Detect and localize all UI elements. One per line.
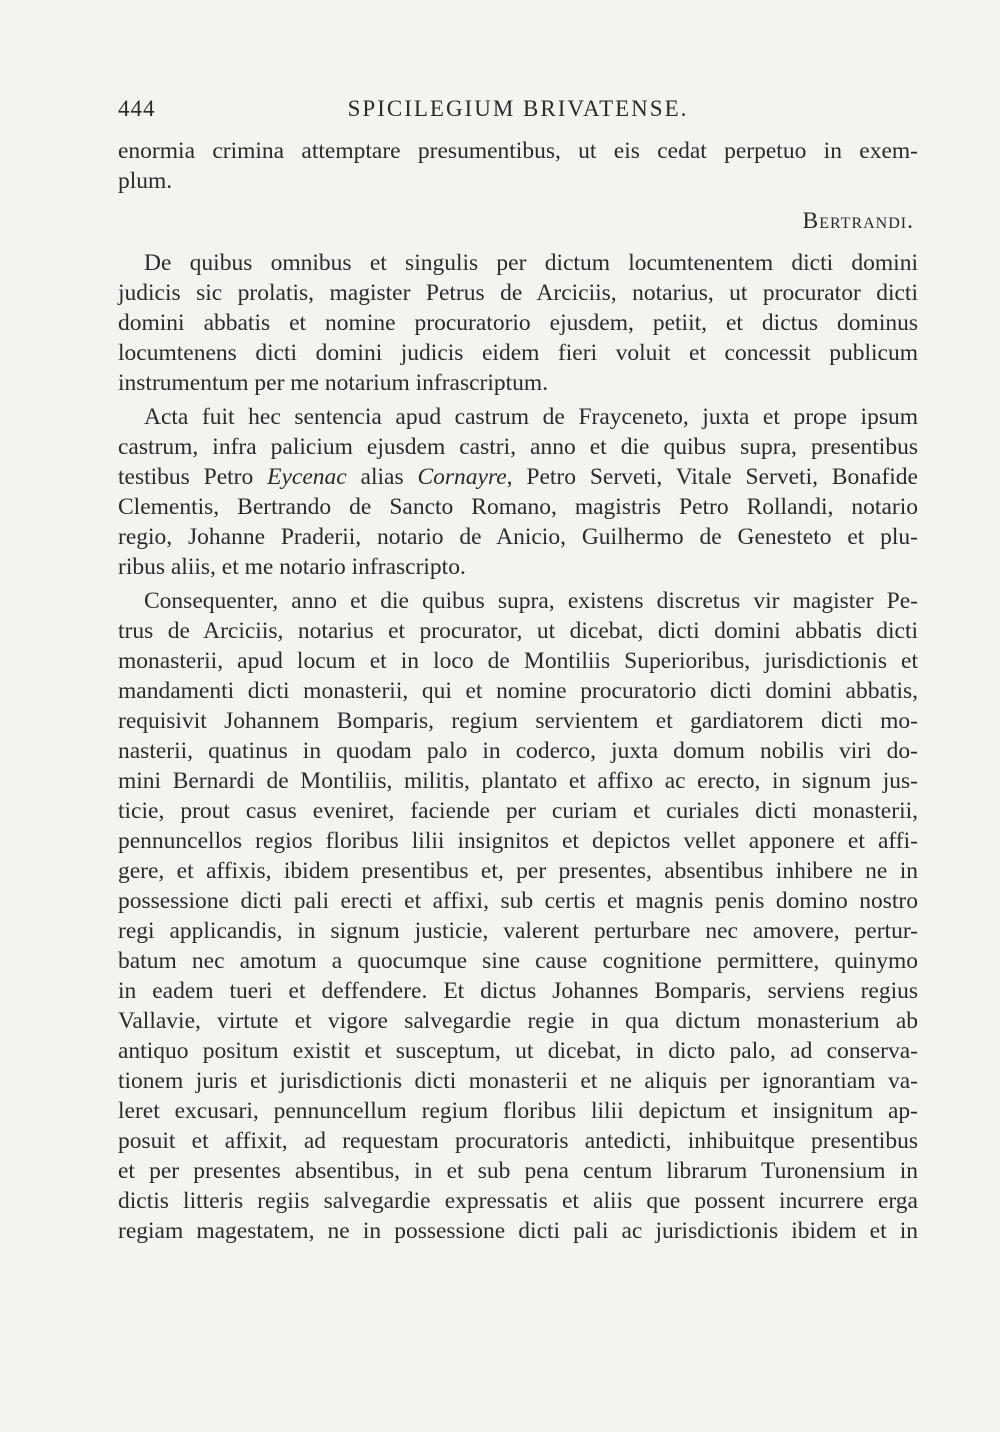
text-line: De quibus omnibus et singulis per dictum locumtenentem dicti domini — [144, 250, 918, 276]
text-line: monasterii, apud locum et in loco de Montiliis Superioribus, jurisdictionis et — [118, 648, 918, 674]
text-line: possessione dicti pali erecti et affixi, sub certis et magnis penis domino nostro — [118, 888, 918, 914]
text-line: Vallavie, virtute et vigore salvegardie regie in qua dictum monasterium ab — [118, 1008, 918, 1034]
text-line: mandamenti dicti monasterii, qui et nomine procuratorio dicti domini abbatis, — [118, 678, 918, 704]
text-line: trus de Arciciis, notarius et procurator, ut dicebat, dicti domini abbatis dicti — [118, 618, 918, 644]
text-line: Consequenter, anno et die quibus supra, existens discretus vir magister Pe- — [144, 588, 918, 614]
text-line: castrum, infra palicium ejusdem castri, anno et die quibus supra, presentibus — [118, 434, 918, 460]
text-line: plum. — [118, 168, 173, 194]
text-line: Clementis, Bertrando de Sancto Romano, magistris Petro Rollandi, notario — [118, 494, 918, 520]
page-number: 444 — [118, 96, 156, 121]
text-line: in eadem tueri et deffendere. Et dictus Johannes Bomparis, serviens regius — [118, 978, 918, 1004]
text-line: gere, et affixis, ibidem presentibus et, per presentes, absentibus inhibere ne in — [118, 858, 918, 884]
body-text — [118, 136, 918, 1246]
text-line: enormia crimina attemptare presumentibus, ut eis cedat perpetuo in exem- — [118, 138, 918, 164]
italic-name: Eycenac — [267, 464, 347, 490]
text-line: tionem juris et jurisdictionis dicti monasterii et ne aliquis per ignorantiam va- — [118, 1068, 918, 1094]
text-line: regi applicandis, in signum justicie, valerent perturbare nec amovere, pertur- — [118, 918, 918, 944]
text-line: antiquo positum existit et susceptum, ut dicebat, in dicto palo, ad conserva- — [118, 1038, 918, 1064]
running-title: SPICILEGIUM BRIVATENSE. — [347, 96, 689, 121]
text-line: regio, Johanne Praderii, notario de Anicio, Guilhermo de Genesteto et plu- — [118, 524, 918, 550]
text-line: nasterii, quatinus in quodam palo in coderco, juxta domum nobilis viri do- — [118, 738, 918, 764]
text-line: ribus aliis, et me notario infrascripto. — [118, 554, 466, 580]
text-segment: , Petro Serveti, Vitale Serveti, Bonafide — [506, 464, 918, 490]
text-line — [118, 462, 918, 492]
text-line: posuit et affixit, ad requestam procuratoris antedicti, inhibuitque presentibus — [118, 1128, 918, 1154]
text-line: dictis litteris regiis salvegardie expressatis et aliis que possent incurrere erga — [118, 1188, 918, 1214]
text-line: leret excusari, pennuncellum regium floribus lilii depictum et insignitum ap- — [118, 1098, 918, 1124]
text-line: regiam magestatem, ne in possessione dicti pali ac jurisdictionis ibidem et in — [118, 1218, 918, 1244]
text-line: mini Bernardi de Montiliis, militis, plantato et affixo ac erecto, in signum jus- — [118, 768, 918, 794]
text-line: pennuncellos regios floribus lilii insignitos et depictos vellet apponere et affi- — [118, 828, 918, 854]
signature: Bertrandi. — [802, 208, 914, 234]
text-line: Acta fuit hec sentencia apud castrum de Frayceneto, juxta et prope ipsum — [144, 404, 918, 430]
text-line: batum nec amotum a quocumque sine cause cognitione permittere, quinymo — [118, 948, 918, 974]
text-line: domini abbatis et nomine procuratorio ejusdem, petiit, et dictus dominus — [118, 310, 918, 336]
text-line: locumtenens dicti domini judicis eidem fieri voluit et concessit publicum — [118, 340, 918, 366]
text-line: et per presentes absentibus, in et sub pena centum librarum Turonensium in — [118, 1158, 918, 1184]
text-segment: testibus Petro — [118, 464, 268, 490]
text-line: instrumentum per me notarium infrascriptum. — [118, 370, 549, 396]
italic-name: Cornayre — [417, 464, 507, 490]
page-header — [118, 96, 918, 130]
text-line: requisivit Johannem Bomparis, regium servientem et gardiatorem dicti mo- — [118, 708, 918, 734]
text-line: judicis sic prolatis, magister Petrus de Arciciis, notarius, ut procurator dicti — [118, 280, 918, 306]
text-segment: alias — [346, 464, 418, 490]
text-line: ticie, prout casus eveniret, faciende per curiam et curiales dicti monasterii, — [118, 798, 918, 824]
